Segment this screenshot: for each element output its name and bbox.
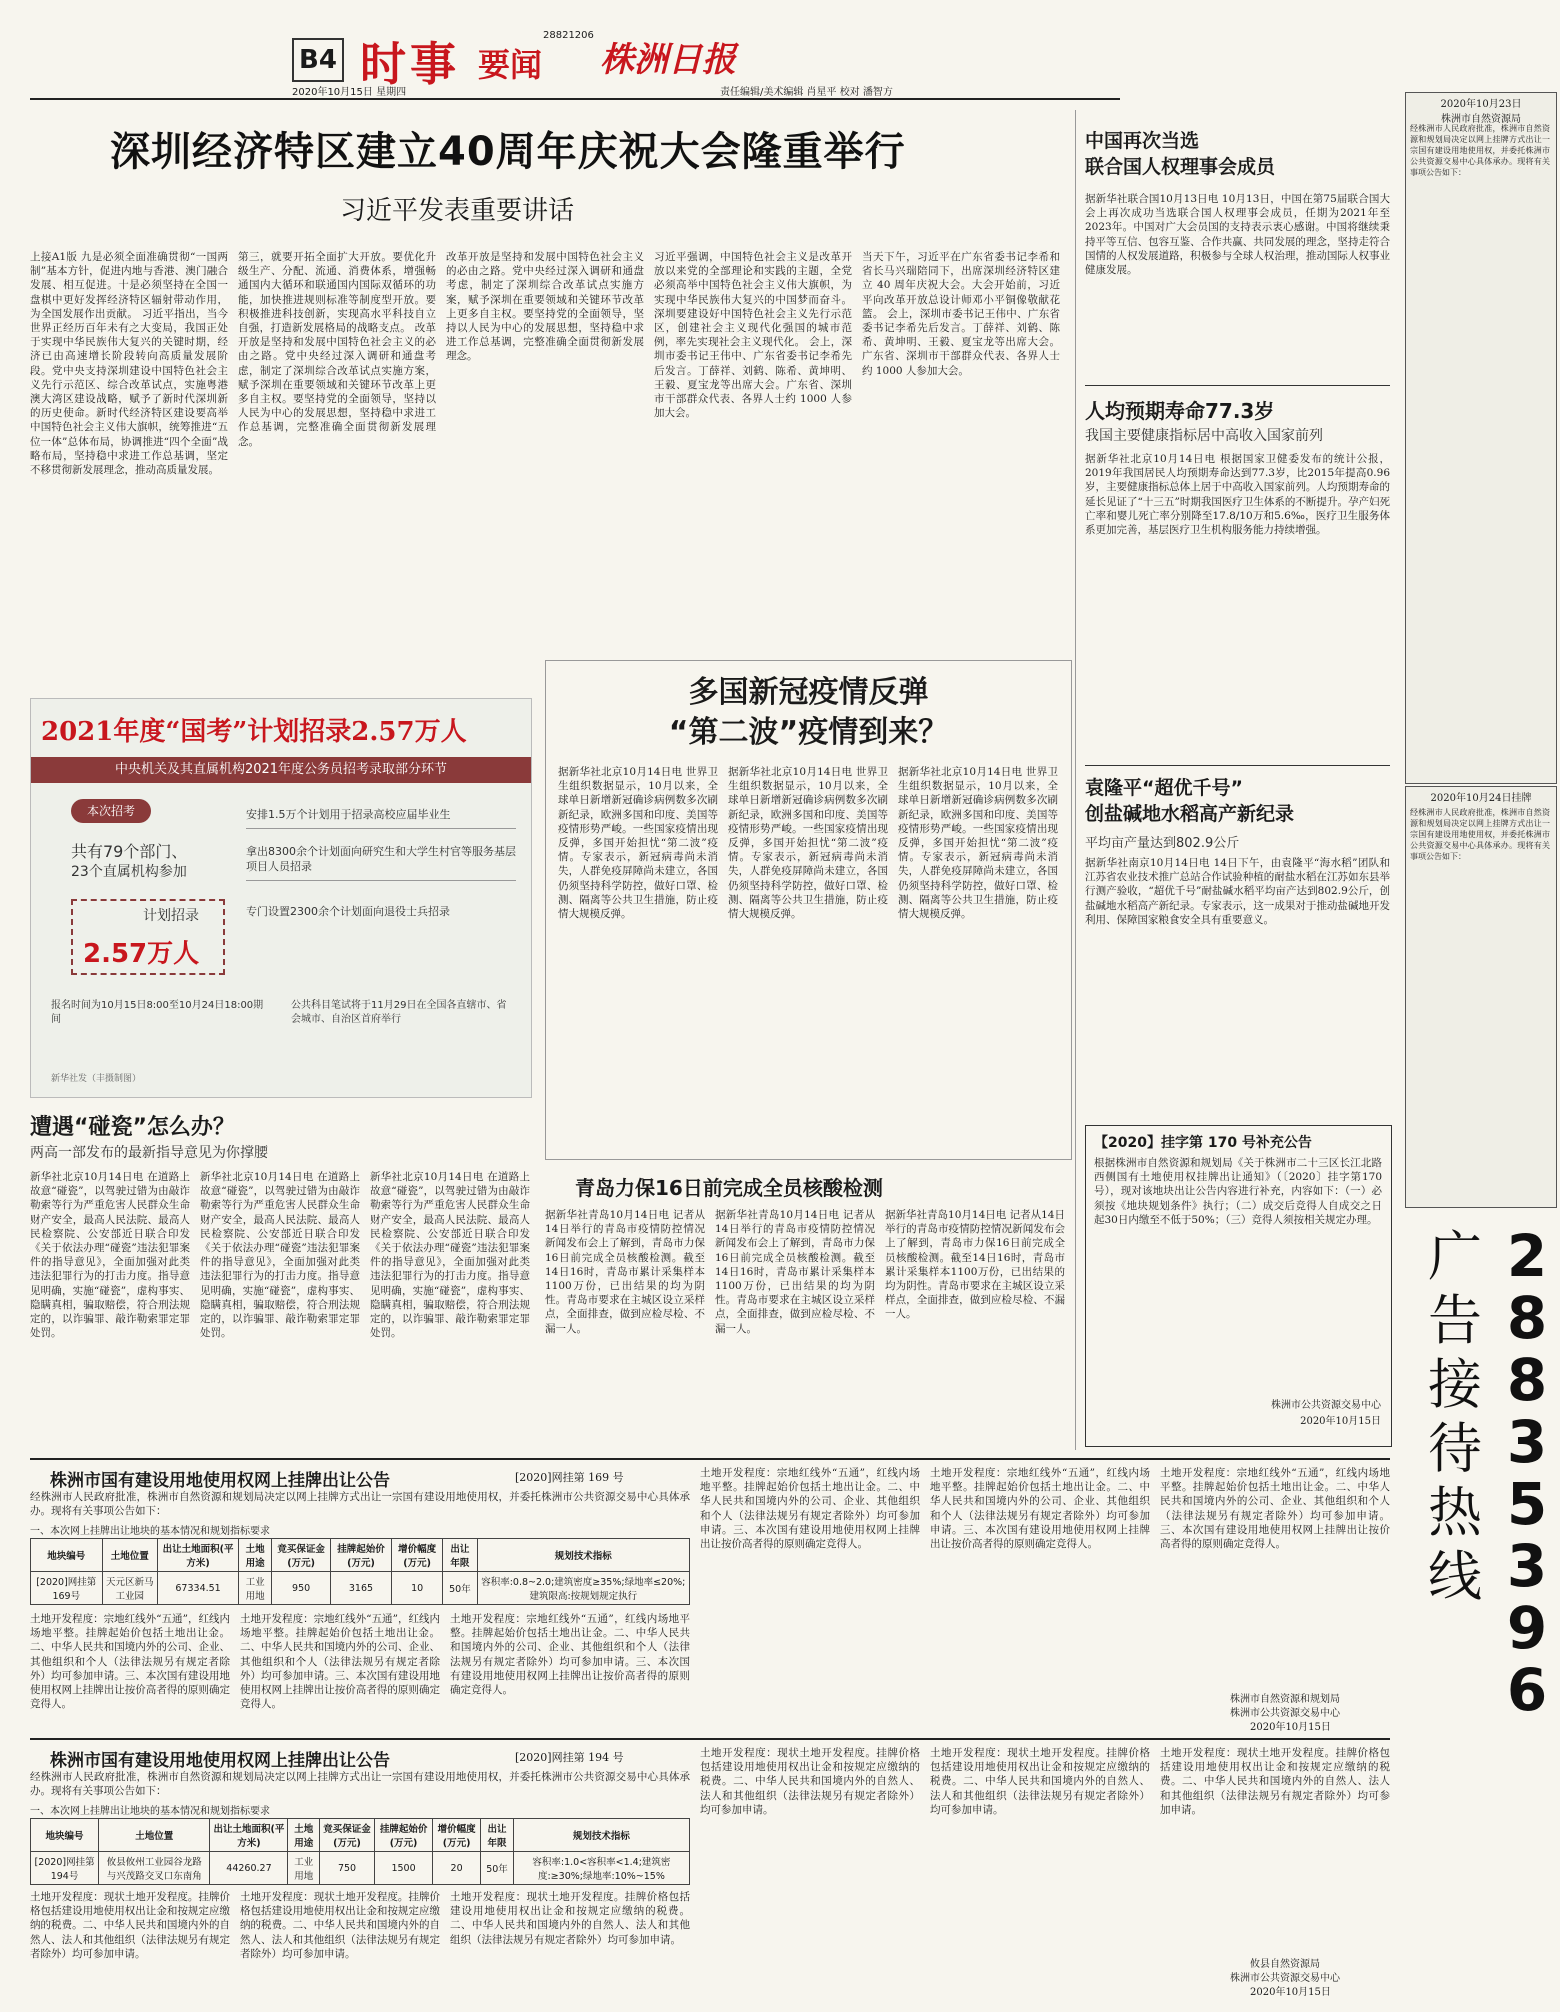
- table-header: 挂牌起始价(万元): [375, 1819, 433, 1852]
- covid-title: [546, 673, 1071, 753]
- exam-infographic: [30, 698, 532, 1098]
- right3-title-line-2: 创盐碱地水稻高产新纪录: [1085, 803, 1295, 825]
- table-header: 土地用途: [288, 1819, 319, 1852]
- notice194-number: [2020]网挂第 194 号: [515, 1751, 624, 1764]
- exam-plan-value: 2.57万人: [83, 939, 200, 969]
- sidebar-body-2: 经株洲市人民政府批准，株洲市自然资源和规划局决定以网上挂牌方式出让一宗国有建设用地使用权，并委托株洲市公共资源交易中心具体承办。现将有关事项公告如下：: [1410, 808, 1550, 861]
- notice169-signer-2: 株洲市公共资源交易中心: [1230, 1708, 1340, 1719]
- table-header: 规划技术指标: [513, 1819, 689, 1852]
- main-story-col-1: [30, 250, 228, 690]
- table-row: [31, 1572, 690, 1605]
- notice169-intro: 经株洲市人民政府批准，株洲市自然资源和规划局决定以网上挂牌方式出让一宗国有建设用地使用权，并委托株洲市公共资源交易中心具体承办。现将有关事项公告如下：: [30, 1491, 690, 1518]
- main-paragraph: 会上，深圳市委书记王伟中、广东省委书记李希先后发言。丁薛祥、刘鹤、陈希、黄坤明、王毅、夏宝龙等出席大会。广东省、深圳市干部群众代表、各界人士约 1000 人参加大会。: [862, 307, 1060, 377]
- table-cell: 44260.27: [210, 1852, 288, 1885]
- table-row: [31, 1852, 690, 1885]
- table-header: 土地位置: [102, 1539, 158, 1572]
- table-header: 规划技术指标: [477, 1539, 689, 1572]
- table-cell: 10: [392, 1572, 443, 1605]
- notice169-signer-1: 株洲市自然资源和规划局: [1230, 1694, 1340, 1705]
- table-header: 竞买保证金(万元): [319, 1819, 374, 1852]
- right1-title-line-2: 联合国人权理事会成员: [1085, 156, 1276, 178]
- main-story-col-5: [862, 250, 1060, 650]
- table-cell: 950: [272, 1572, 331, 1605]
- exam-footer-2: 公共科目笔试将于11月29日在全国各直辖市、省会城市、自治区首府举行: [291, 1000, 507, 1025]
- main-paragraph: 当天下午，习近平在广东省委书记李希和省长马兴瑞陪同下，出席深圳经济特区建立 40 周年庆祝大会。大会开始前，习近平向改革开放总设计师邓小平铜像敬献花篮。: [862, 251, 1060, 320]
- main-paragraph: 第三，就要开拓全面扩大开放。要优化升级生产、分配、流通、消费体系，增强畅通国内大循环和联通国内国际双循环的功能，加快推进规则标准等制度型开放。要积极推进科技创新，实现高水平科技自立自强，打造新发展格局的战略支点。: [238, 251, 436, 335]
- table-cell: 攸县攸州工业园谷龙路与兴茂路交叉口东南角: [99, 1852, 210, 1885]
- right2-title: 人均预期寿命77.3岁: [1085, 399, 1275, 423]
- ad-label: 广告接待热线: [1428, 1225, 1482, 1608]
- notice194-title: 株洲市国有建设用地使用权网上挂牌出让公告: [50, 1751, 390, 1771]
- main-paragraph: 改革开放是坚持和发展中国特色社会主义的必由之路。党中央经过深入调研和通盘考虑，制定了深圳综合改革试点实施方案，赋予深圳在重要领域和关键环节改革上更多自主权。要坚持党的全面领导，坚持以人民为中心的发展思想，坚持稳中求进工作总基调，完整准确全面贯彻新发展理念。: [446, 251, 644, 363]
- table-header: 地块编号: [31, 1819, 99, 1852]
- notice169-col-2: 土地开发程度：宗地红线外“五通”，红线内场地平整。挂牌起始价包括土地出让金。二、中华人民共和国境内外的公司、企业、其他组织和个人（法律法规另有规定者除外）均可参加申请。三、本次国有建设用地使用权网上挂牌出让按价高者得的原则确定竞得人。: [240, 1613, 440, 1711]
- sidebar-notice-1: [1405, 92, 1557, 784]
- notice194-col-4: 土地开发程度：现状土地开发程度。挂牌价格包括建设用地使用权出让金和按规定应缴纳的税费。二、中华人民共和国境内外的自然人、法人和其他组织（法律法规另有规定者除外）均可参加申请。: [700, 1747, 920, 1816]
- right3-title: [1085, 775, 1294, 827]
- qingdao-col-1: 据新华社青岛10月14日电 记者从14日举行的青岛市疫情防控情况新闻发布会上了解到，青岛市力保16日前完成全员核酸检测。截至14日16时，青岛市累计采集样本1100万份，已出结果的均为阴性。青岛市要求在主城区设立采样点，全面排查，做到应检尽检、不漏一人。: [545, 1209, 705, 1335]
- exam-item-3: 专门设置2300余个计划面向退役士兵招录: [246, 905, 450, 918]
- notice169-col-4: 土地开发程度：宗地红线外“五通”，红线内场地平整。挂牌起始价包括土地出让金。二、中华人民共和国境内外的公司、企业、其他组织和个人（法律法规另有规定者除外）均可参加申请。三、本次国有建设用地使用权网上挂牌出让按价高者得的原则确定竞得人。: [700, 1467, 920, 1551]
- main-lead: 上接A1版 九是必须全面准确贯彻“一国两制”基本方针，促进内地与香港、澳门融合发展、相互促进。十是必须坚持在全国一盘棋中更好发挥经济特区辐射带动作用，为全国发展作出贡献。: [30, 251, 228, 320]
- exam-item-1: 安排1.5万个计划用于招录高校应届毕业生: [246, 807, 516, 829]
- table-cell: [2020]网挂第169号: [31, 1572, 103, 1605]
- notice170-box: [1085, 1125, 1392, 1447]
- porcelain-subtitle: 两高一部发布的最新指导意见为你撑腰: [30, 1145, 268, 1161]
- notice194-table: [30, 1818, 690, 1885]
- table-header: 增价幅度(万元): [392, 1539, 443, 1572]
- table-cell: 20: [433, 1852, 481, 1885]
- notice194-signer-2: 株洲市公共资源交易中心: [1230, 1973, 1340, 1984]
- sidebar-header-date: 2020年10月23日: [1440, 99, 1522, 110]
- porcelain-col-2: 新华社北京10月14日电 在道路上故意“碰瓷”，以驾驶过错为由敲诈勒索等行为严重危害人民群众生命财产安全，最高人民法院、最高人民检察院、公安部近日联合印发《关于依法办理“碰瓷”违法犯罪案件的指导意见》，全面加强对此类违法犯罪行为的打击力度。指导意见明确，实施“碰瓷”，虚构事实、隐瞒真相，骗取赔偿，符合刑法规定的，以诈骗罪、敲诈勒索罪定罪处罚。: [200, 1171, 360, 1340]
- right2-subtitle: 我国主要健康指标居中高收入国家前列: [1085, 428, 1323, 444]
- exam-banner: 中央机关及其直属机构2021年度公务员招考录取部分环节: [31, 757, 531, 783]
- right1-body: 据新华社联合国10月13日电 10月13日，中国在第75届联合国大会上再次成功当选联合国人权理事会成员，任期为2021年至2023年。中国对广大会员国的支持表示衷心感谢。中国将继续秉持平等互信、包容互鉴、合作共赢、共同发展的理念，坚持走符合国情的人权发展道路，积极参与全球人权治理，推动国际人权事业健康发展。: [1085, 193, 1390, 277]
- newspaper-logo: 株洲日报: [600, 40, 736, 80]
- table-header: 土地位置: [99, 1819, 210, 1852]
- notice194-col-6: 土地开发程度：现状土地开发程度。挂牌价格包括建设用地使用权出让金和按规定应缴纳的税费。二、中华人民共和国境内外的自然人、法人和其他组织（法律法规另有规定者除外）均可参加申请。: [1160, 1747, 1390, 1816]
- table-cell: 750: [319, 1852, 374, 1885]
- notice194-signer-1: 攸县自然资源局: [1250, 1959, 1320, 1970]
- exam-badge: 本次招考: [71, 799, 151, 823]
- notice194-table-caption: 一、本次网上挂牌出让地块的基本情况和规划指标要求: [30, 1806, 270, 1817]
- exam-credit: 新华社发（丰摄制图）: [51, 1074, 142, 1084]
- main-paragraph: 习近平强调，中国特色社会主义是改革开放以来党的全部理论和实践的主题，全党必须高举中国特色社会主义伟大旗帜，为实现中华民族伟大复兴的中国梦而奋斗。深圳要建设好中国特色社会主义先行示范区，创建社会主义现代化强国的城市范例，率先实现社会主义现代化。: [654, 251, 852, 349]
- porcelain-col-1: 新华社北京10月14日电 在道路上故意“碰瓷”，以驾驶过错为由敲诈勒索等行为严重危害人民群众生命财产安全，最高人民法院、最高人民检察院、公安部近日联合印发《关于依法办理“碰瓷”违法犯罪案件的指导意见》，全面加强对此类违法犯罪行为的打击力度。指导意见明确，实施“碰瓷”，虚构事实、隐瞒真相，骗取赔偿，符合刑法规定的，以诈骗罪、敲诈勒索罪定罪处罚。: [30, 1171, 190, 1340]
- covid-title-line-2: “第二波”疫情到来？: [668, 715, 949, 750]
- notice194-col-3: 土地开发程度：现状土地开发程度。挂牌价格包括建设用地使用权出让金和按规定应缴纳的税费。二、中华人民共和国境内外的自然人、法人和其他组织（法律法规另有规定者除外）均可参加申请。: [450, 1891, 690, 1946]
- exam-plan-label: 计划招录: [143, 908, 199, 924]
- right3-subtitle: 平均亩产量达到802.9公斤: [1085, 836, 1240, 851]
- notice169-col-1: 土地开发程度：宗地红线外“五通”，红线内场地平整。挂牌起始价包括土地出让金。二、中华人民共和国境内外的公司、企业、其他组织和个人（法律法规另有规定者除外）均可参加申请。三、本次国有建设用地使用权网上挂牌出让按价高者得的原则确定竞得人。: [30, 1613, 230, 1711]
- covid-article: [545, 660, 1072, 1160]
- notice194-intro: 经株洲市人民政府批准，株洲市自然资源和规划局决定以网上挂牌方式出让一宗国有建设用地使用权，并委托株洲市公共资源交易中心具体承办。现将有关事项公告如下：: [30, 1771, 690, 1798]
- table-header: 出让土地面积(平方米): [210, 1819, 288, 1852]
- notice170-signer: 株洲市公共资源交易中心: [1271, 1400, 1381, 1411]
- section-subtitle: 要闻: [478, 46, 543, 84]
- main-subheadline: 习近平发表重要讲话: [340, 196, 575, 226]
- table-header: 出让年限: [481, 1819, 514, 1852]
- ad-phone: 28835396: [1506, 1222, 1548, 1724]
- exam-title: 2021年度“国考”计划招录2.57万人: [41, 717, 467, 747]
- exam-item-2: 拿出8300余个计划面向研究生和大学生村官等服务基层项目人员招录: [246, 844, 516, 881]
- table-header: 出让土地面积(平方米): [158, 1539, 239, 1572]
- notice194-col-2: 土地开发程度：现状土地开发程度。挂牌价格包括建设用地使用权出让金和按规定应缴纳的税费。二、中华人民共和国境内外的自然人、法人和其他组织（法律法规另有规定者除外）均可参加申请。: [240, 1891, 440, 1960]
- table-cell: 容积率:1.0<容积率<1.4;建筑密度:≥30%;绿地率:10%~15%: [513, 1852, 689, 1885]
- notice170-title: 【2020】挂字第 170 号补充公告: [1094, 1135, 1312, 1151]
- notice194-date: 2020年10月15日: [1250, 1987, 1331, 1998]
- table-cell: 67334.51: [158, 1572, 239, 1605]
- notice169-title: 株洲市国有建设用地使用权网上挂牌出让公告: [50, 1471, 390, 1491]
- table-header: 地块编号: [31, 1539, 103, 1572]
- table-cell: 1500: [375, 1852, 433, 1885]
- covid-col-2: 据新华社北京10月14日电 世界卫生组织数据显示，10月以来，全球单日新增新冠确诊病例数多次刷新纪录，欧洲多国和印度、美国等疫情形势严峻。一些国家疫情出现反弹，多国开始担忧“第二波”疫情。专家表示，新冠病毒尚未消失，人群免疫屏障尚未建立，各国仍须坚持科学防控，做好口罩、检测、隔离等公共卫生措施，防止疫情大规模反弹。: [728, 766, 888, 921]
- notice170-date: 2020年10月15日: [1300, 1416, 1381, 1427]
- main-paragraph: 改革开放是坚持和发展中国特色社会主义的必由之路。党中央经过深入调研和通盘考虑，制定了深圳综合改革试点实施方案，赋予深圳在重要领域和关键环节改革上更多自主权。要坚持党的全面领导，坚持以人民为中心的发展思想，坚持稳中求进工作总基调，完整准确全面贯彻新发展理念。: [238, 322, 436, 448]
- right2-body: 据新华社北京10月14日电 根据国家卫健委发布的统计公报，2019年我国居民人均预期寿命达到77.3岁，比2015年提高0.96岁，主要健康指标总体上居于中高收入国家前列。人均预期寿命的延长见证了“十三五”时期我国医疗卫生体系的不断提升。孕产妇死亡率和婴儿死亡率分别降至17.8/10万和5.6‰，医疗卫生服务体系更加完善，基层医疗卫生机构服务能力持续增强。: [1085, 453, 1390, 537]
- notice169-col-6: 土地开发程度：宗地红线外“五通”，红线内场地平整。挂牌起始价包括土地出让金。二、中华人民共和国境内外的公司、企业、其他组织和个人（法律法规另有规定者除外）均可参加申请。三、本次国有建设用地使用权网上挂牌出让按价高者得的原则确定竞得人。: [1160, 1467, 1390, 1551]
- main-story-col-2: [238, 250, 436, 690]
- porcelain-col-3: 新华社北京10月14日电 在道路上故意“碰瓷”，以驾驶过错为由敲诈勒索等行为严重危害人民群众生命财产安全，最高人民法院、最高人民检察院、公安部近日联合印发《关于依法办理“碰瓷”违法犯罪案件的指导意见》，全面加强对此类违法犯罪行为的打击力度。指导意见明确，实施“碰瓷”，虚构事实、隐瞒真相，骗取赔偿，符合刑法规定的，以诈骗罪、敲诈勒索罪定罪处罚。: [370, 1171, 530, 1340]
- table-cell: 50年: [481, 1852, 514, 1885]
- main-story-col-4: [654, 250, 852, 690]
- issue-date: 2020年10月15日 星期四: [292, 87, 407, 98]
- table-header: 竞买保证金(万元): [272, 1539, 331, 1572]
- notice194-col-5: 土地开发程度：现状土地开发程度。挂牌价格包括建设用地使用权出让金和按规定应缴纳的税费。二、中华人民共和国境内外的自然人、法人和其他组织（法律法规另有规定者除外）均可参加申请。: [930, 1747, 1150, 1816]
- table-header: 土地用途: [239, 1539, 272, 1572]
- covid-title-line-1: 多国新冠疫情反弹: [688, 675, 929, 710]
- right3-title-line-1: 袁隆平“超优千号”: [1085, 777, 1243, 799]
- table-header: 增价幅度(万元): [433, 1819, 481, 1852]
- table-cell: 容积率:0.8~2.0;建筑密度≥35%;绿地率≤20%;建筑限高:按规划规定执行: [477, 1572, 689, 1605]
- main-paragraph: 习近平指出，当今世界正经历百年未有之大变局，我国正处于实现中华民族伟大复兴的关键时期，经济已由高速增长阶段转向高质量发展阶段。党中央支持深圳建设中国特色社会主义先行示范区、综合改革试点，实施粤港澳大湾区建设战略，赋予了新时代深圳新的历史使命。新时代经济特区建设要高举中国特色社会主义伟大旗帜，统筹推进“五位一体”总体布局，协调推进“四个全面”战略布局，坚持稳中求进工作总基调，坚定不移贯彻新发展理念，推动高质量发展。: [30, 307, 228, 477]
- table-cell: 工业用地: [288, 1852, 319, 1885]
- exam-plan-box: [71, 899, 225, 975]
- main-headline: 深圳经济特区建立40周年庆祝大会隆重举行: [110, 129, 906, 175]
- notice169-col-3: 土地开发程度：宗地红线外“五通”，红线内场地平整。挂牌起始价包括土地出让金。二、中华人民共和国境内外的公司、企业、其他组织和个人（法律法规另有规定者除外）均可参加申请。三、本次国有建设用地使用权网上挂牌出让按价高者得的原则确定竞得人。: [450, 1613, 690, 1697]
- table-header: 挂牌起始价(万元): [330, 1539, 391, 1572]
- qingdao-col-2: 据新华社青岛10月14日电 记者从14日举行的青岛市疫情防控情况新闻发布会上了解到，青岛市力保16日前完成全员核酸检测。截至14日16时，青岛市累计采集样本1100万份，已出结果的均为阴性。青岛市要求在主城区设立采样点，全面排查，做到应检尽检、不漏一人。: [715, 1209, 875, 1335]
- sidebar-notice-2: [1405, 786, 1557, 1208]
- main-paragraph: 会上，深圳市委书记王伟中、广东省委书记李希先后发言。丁薛祥、刘鹤、陈希、黄坤明、王毅、夏宝龙等出席大会。广东省、深圳市干部群众代表、各界人士约 1000 人参加大会。: [654, 336, 852, 420]
- hotline-number: 28821206: [543, 30, 594, 41]
- sidebar-header-org: 株洲市自然资源局: [1441, 114, 1521, 125]
- section-title: 时事: [360, 37, 460, 91]
- covid-col-1: 据新华社北京10月14日电 世界卫生组织数据显示，10月以来，全球单日新增新冠确诊病例数多次刷新纪录，欧洲多国和印度、美国等疫情形势严峻。一些国家疫情出现反弹，多国开始担忧“第二波”疫情。专家表示，新冠病毒尚未消失，人群免疫屏障尚未建立，各国仍须坚持科学防控，做好口罩、检测、隔离等公共卫生措施，防止疫情大规模反弹。: [558, 766, 718, 921]
- notice169-col-5: 土地开发程度：宗地红线外“五通”，红线内场地平整。挂牌起始价包括土地出让金。二、中华人民共和国境内外的公司、企业、其他组织和个人（法律法规另有规定者除外）均可参加申请。三、本次国有建设用地使用权网上挂牌出让按价高者得的原则确定竞得人。: [930, 1467, 1150, 1551]
- sidebar-mid-date: 2020年10月24日挂牌: [1430, 793, 1532, 804]
- table-cell: [2020]网挂第194号: [31, 1852, 99, 1885]
- notice169-table-caption: 一、本次网上挂牌出让地块的基本情况和规划指标要求: [30, 1526, 270, 1537]
- editor-credits: 责任编辑/美术编辑 肖星平 校对 潘智方: [720, 87, 893, 98]
- notice194-col-1: 土地开发程度：现状土地开发程度。挂牌价格包括建设用地使用权出让金和按规定应缴纳的税费。二、中华人民共和国境内外的自然人、法人和其他组织（法律法规另有规定者除外）均可参加申请。: [30, 1891, 230, 1960]
- sidebar-body-1: 经株洲市人民政府批准，株洲市自然资源和规划局决定以网上挂牌方式出让一宗国有建设用地使用权，并委托株洲市公共资源交易中心具体承办。现将有关事项公告如下：: [1410, 124, 1550, 177]
- right1-title-line-1: 中国再次当选: [1085, 130, 1200, 152]
- exam-footer-1: 报名时间为10月15日8:00至10月24日18:00期间: [51, 1000, 264, 1025]
- qingdao-title: 青岛力保16日前完成全员核酸检测: [575, 1176, 883, 1200]
- main-story-col-3: [446, 250, 644, 690]
- table-cell: 3165: [330, 1572, 391, 1605]
- notice169-date: 2020年10月15日: [1250, 1722, 1331, 1733]
- right3-body: 据新华社南京10月14日电 14日下午，由袁隆平“海水稻”团队和江苏省农业技术推广总站合作试验种植的耐盐水稻在江苏如东县举行测产验收，“超优千号”耐盐碱水稻平均亩产达到802.9公斤，创盐碱地水稻高产新纪录。专家表示，这一成果对于推动盐碱地开发利用、保障国家粮食安全具有重要意义。: [1085, 857, 1390, 926]
- qingdao-col-3: 据新华社青岛10月14日电 记者从14日举行的青岛市疫情防控情况新闻发布会上了解到，青岛市力保16日前完成全员核酸检测。截至14日16时，青岛市累计采集样本1100万份，已出结果的均为阴性。青岛市要求在主城区设立采样点，全面排查，做到应检尽检、不漏一人。: [885, 1209, 1065, 1321]
- table-header: 出让年限: [443, 1539, 477, 1572]
- right1-title: [1085, 128, 1275, 180]
- page-number: B4: [292, 38, 344, 82]
- notice169-table: [30, 1538, 690, 1605]
- exam-units: 共有79个部门、: [71, 842, 188, 861]
- notice169-number: [2020]网挂第 169 号: [515, 1471, 624, 1484]
- table-cell: 50年: [443, 1572, 477, 1605]
- porcelain-title: 遭遇“碰瓷”怎么办？: [30, 1115, 235, 1140]
- table-cell: 工业用地: [239, 1572, 272, 1605]
- covid-col-3: 据新华社北京10月14日电 世界卫生组织数据显示，10月以来，全球单日新增新冠确诊病例数多次刷新纪录，欧洲多国和印度、美国等疫情形势严峻。一些国家疫情出现反弹，多国开始担忧“第二波”疫情。专家表示，新冠病毒尚未消失，人群免疫屏障尚未建立，各国仍须坚持科学防控，做好口罩、检测、隔离等公共卫生措施，防止疫情大规模反弹。: [898, 766, 1058, 921]
- notice170-body: 根据株洲市自然资源和规划局《关于株洲市二十三区长江北路西侧国有土地使用权挂牌出让通知》（〔2020〕挂字第170号），现对该地块出让公告内容进行补充，内容如下：（一）必须按《地块规划条件》执行；（二）成交后竞得人自成交之日起30日内缴至不低于50%；（三）竞得人须按相关规定办理。: [1094, 1157, 1382, 1226]
- table-cell: 天元区新马工业园: [102, 1572, 158, 1605]
- exam-units-2: 23个直属机构参加: [71, 864, 187, 880]
